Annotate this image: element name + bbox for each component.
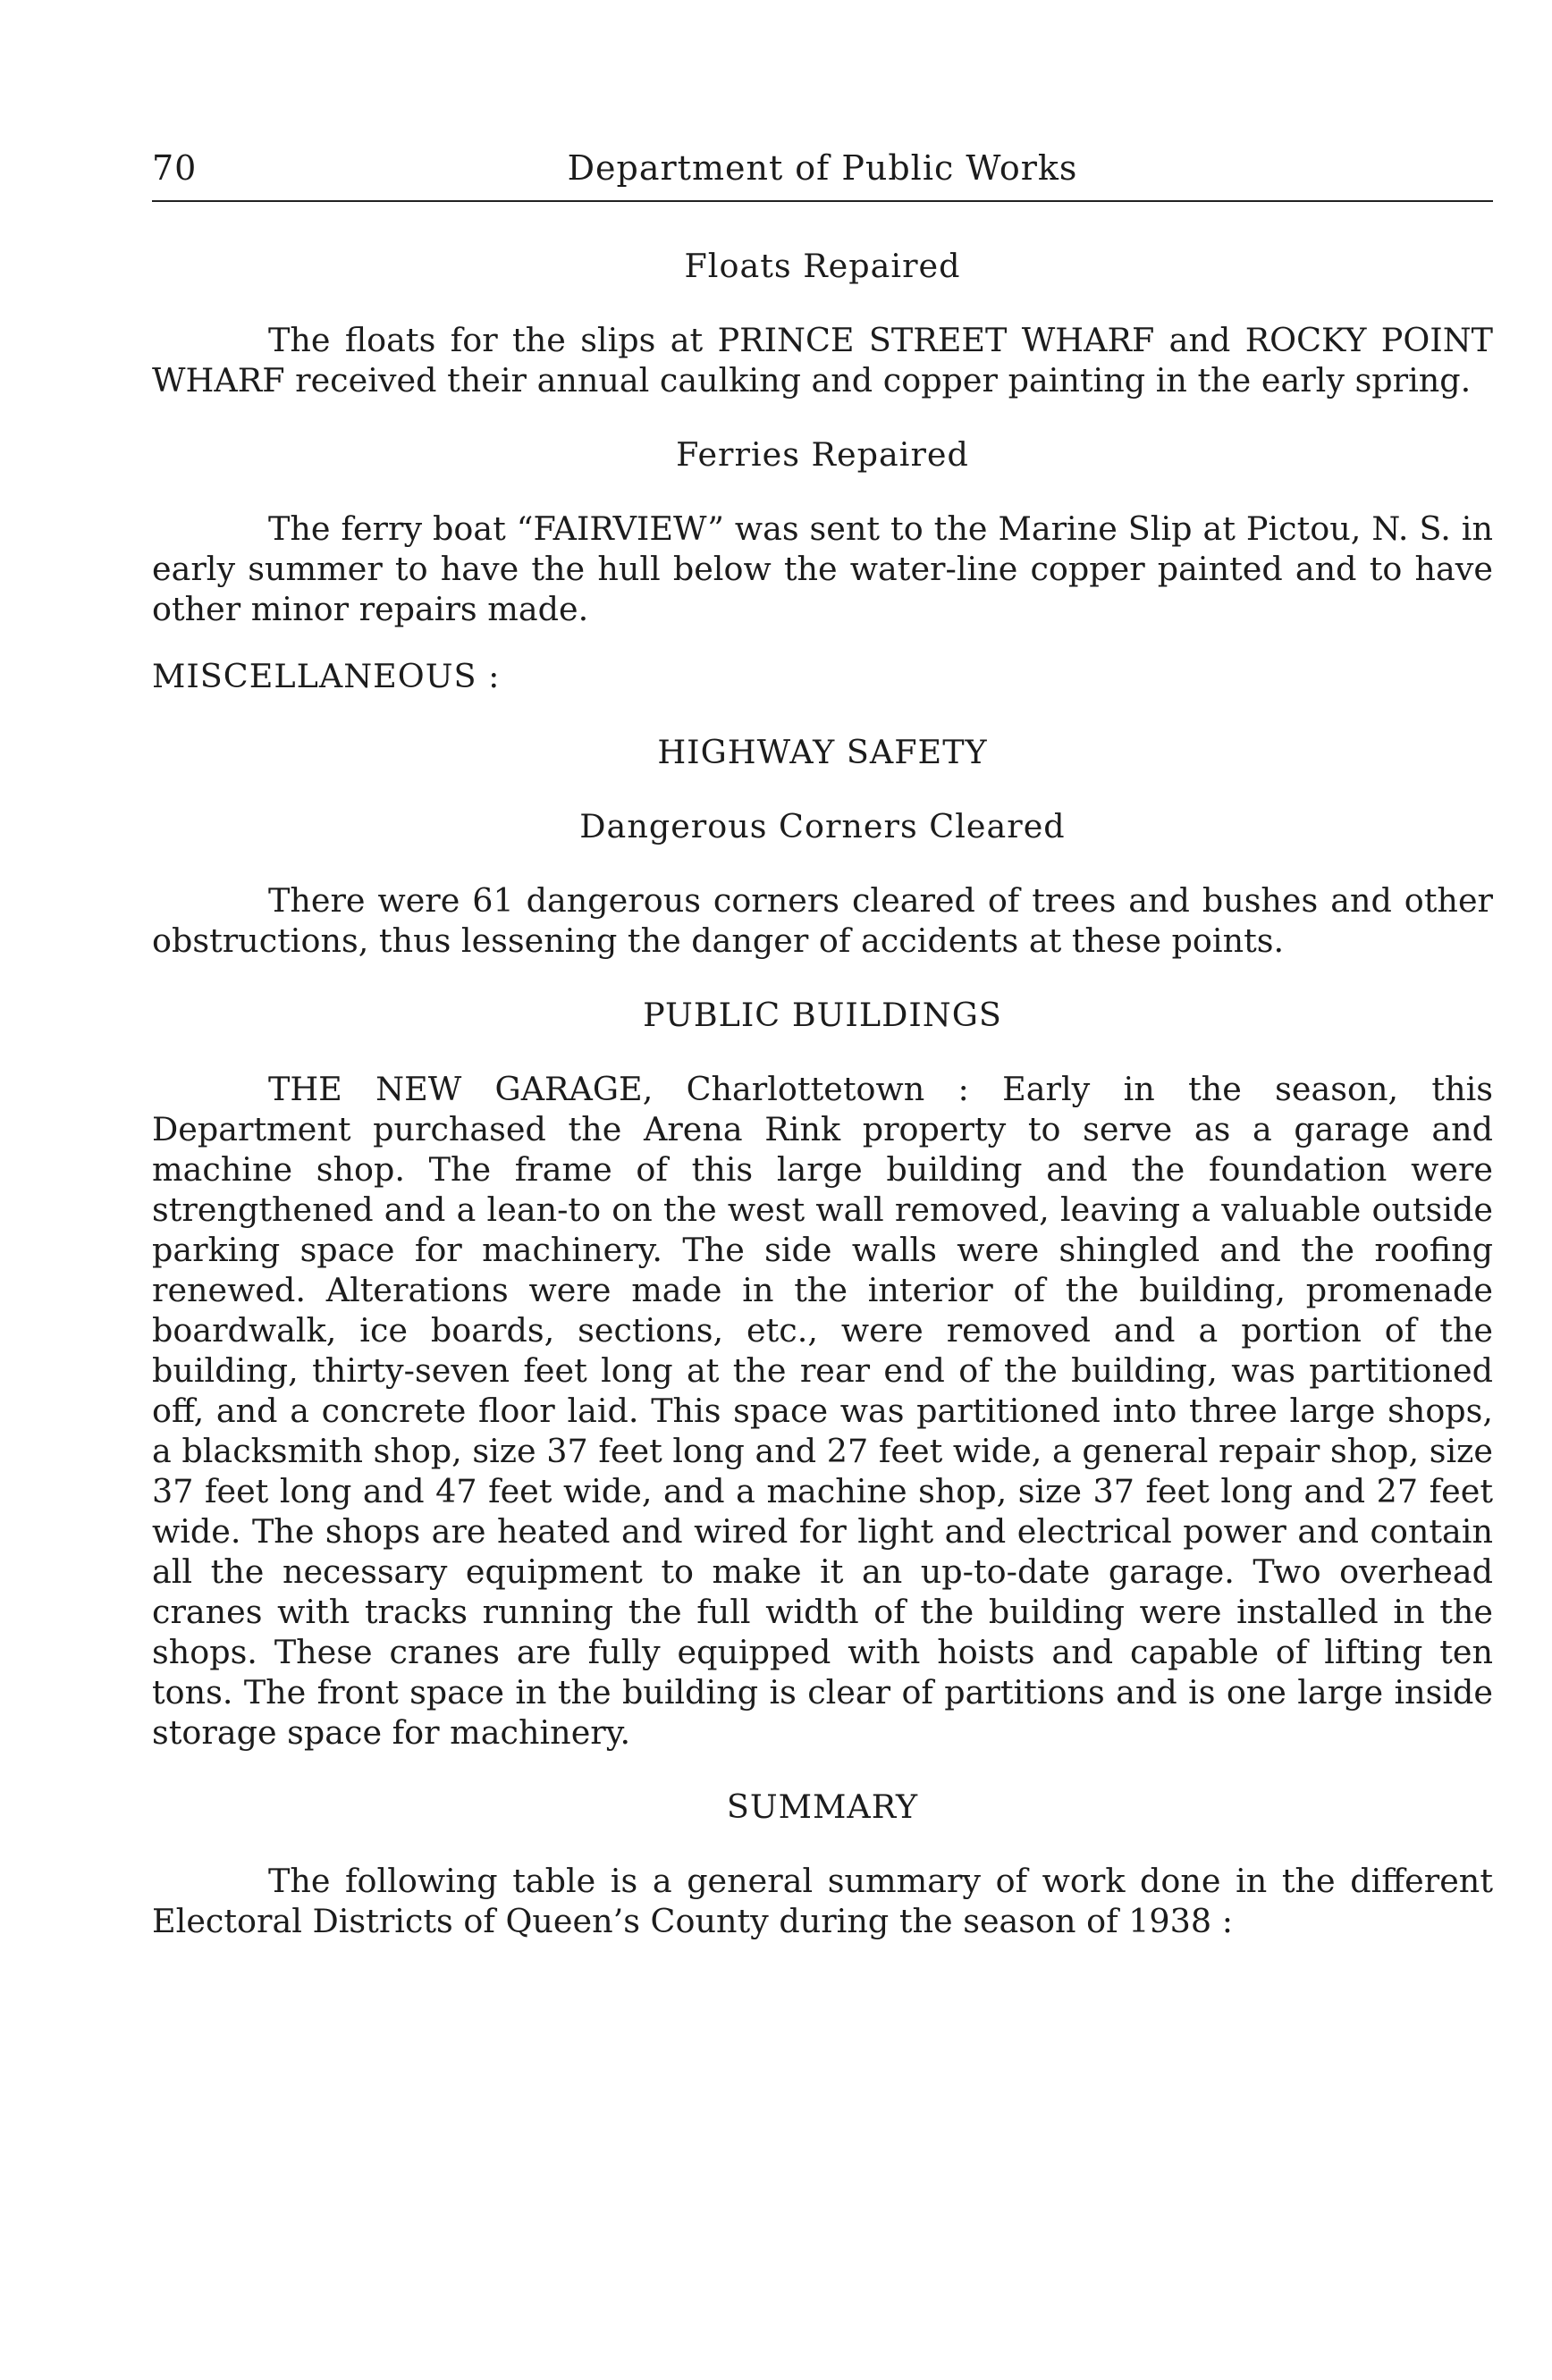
summary-heading: SUMMARY — [726, 1787, 919, 1826]
ferries-repaired-heading: Ferries Repaired — [676, 435, 969, 474]
summary-paragraph: The following table is a general summary of work done in the different Electoral Districts of Queen’s County during the season of 1938 : — [152, 1862, 1493, 1940]
floats-repaired-paragraph: The floats for the slips at PRINCE STREET WHARF and ROCKY POINT WHARF received their annual caulking and copper painting in the early spring. — [152, 321, 1493, 399]
header-rule — [152, 200, 1493, 202]
highway-safety-heading: HIGHWAY SAFETY — [657, 733, 988, 771]
floats-repaired-heading: Floats Repaired — [684, 247, 961, 285]
new-garage-paragraph: THE NEW GARAGE, Charlottetown : Early in the season, this Department purchased the Arena Rink property to serve as a garage and machine shop. The frame of this large building and the foundation were strengthened and a lean-to on the west wall removed, leaving a valuable outside parking space for machinery. The side walls were shingled and the roofing renewed. Alterations were made in the interior of the building, promenade boardwalk, ice boards, sections, etc., were removed and a portion of the building, thirty-seven feet long at the rear end of the building, was partitioned off, and a concrete floor laid. This space was partitioned into three large shops, a blacksmith shop, size 37 feet long and 27 feet wide, a general repair shop, size 37 feet long and 47 feet wide, and a machine shop, size 37 feet long and 27 feet wide. The shops are heated and wired for light and electrical power and contain all the necessary equipment to make it an up-to-date garage. Two overhead cranes with tracks running the full width of the building were installed in the shops. These cranes are fully equipped with hoists and capable of lifting ten tons. The front space in the building is clear of partitions and is one large inside storage space for machinery. — [152, 1070, 1493, 1752]
miscellaneous-label: MISCELLANEOUS : — [152, 657, 501, 695]
public-buildings-heading: PUBLIC BUILDINGS — [643, 996, 1002, 1034]
running-title: Department of Public Works — [567, 148, 1078, 188]
page-number: 70 — [152, 148, 198, 188]
dangerous-corners-paragraph: There were 61 dangerous corners cleared of trees and bushes and other obstructions, thus lessening the danger of accidents at these points. — [152, 881, 1493, 960]
ferries-repaired-paragraph: The ferry boat “FAIRVIEW” was sent to the Marine Slip at Pictou, N. S. in early summer to have the hull below the water-line copper painted and to have other minor repairs made. — [152, 509, 1493, 628]
document-page — [152, 0, 1493, 2380]
dangerous-corners-heading: Dangerous Corners Cleared — [579, 807, 1066, 845]
page-body — [152, 246, 1493, 1975]
running-header — [152, 143, 1493, 197]
